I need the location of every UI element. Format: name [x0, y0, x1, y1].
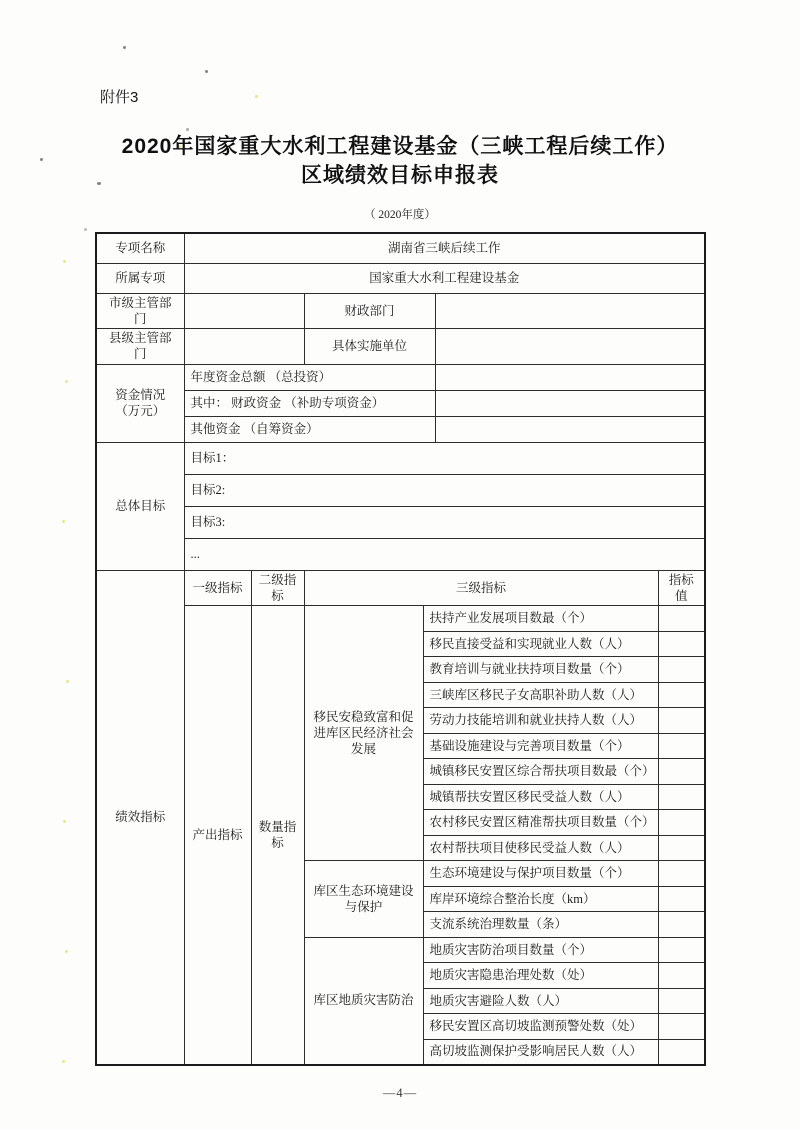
table-row	[96, 329, 705, 365]
header-level2: 二级指标	[251, 570, 304, 606]
indicator-item: 三峡库区移民子女高职补助人数（人）	[423, 682, 658, 708]
table-row	[96, 390, 705, 416]
goal-row-1: 目标1：	[184, 442, 705, 474]
declaration-form-table	[95, 232, 706, 1066]
scan-speckle	[65, 950, 68, 953]
indicator-item: 生态环境建设与保护项目数量（个）	[423, 861, 658, 887]
field-value-city-dept	[184, 293, 304, 329]
table-row	[96, 442, 705, 474]
field-label-parent-program: 所属专项	[96, 263, 184, 293]
indicator-group-3-name: 库区地质灾害防治	[304, 937, 423, 1065]
page-number: —4—	[382, 1086, 418, 1100]
document-title	[0, 132, 800, 190]
indicator-item: 地质灾害隐患治理处数（处）	[423, 963, 658, 989]
indicator-item: 城镇帮扶安置区移民受益人数（人）	[423, 784, 658, 810]
indicator-item: 高切坡监测保护受影响居民人数（人）	[423, 1039, 658, 1065]
scan-speckle	[66, 680, 69, 683]
indicator-item: 地质灾害避险人数（人）	[423, 988, 658, 1014]
scan-speckle	[205, 70, 208, 73]
indicator-group-2-name: 库区生态环境建设与保护	[304, 861, 423, 938]
indicator-item: 移民安置区高切坡监测预警处数（处）	[423, 1014, 658, 1040]
indicator-value-cell	[658, 759, 705, 785]
level1-indicator-label: 产出指标	[184, 606, 251, 1065]
indicator-value-cell	[658, 631, 705, 657]
scan-speckle	[62, 1060, 65, 1063]
indicator-item: 城镇移民安置区综合帮扶项目数最（个）	[423, 759, 658, 785]
document-title-line2: 区域绩效目标申报表	[301, 164, 499, 187]
indicator-value-cell	[658, 682, 705, 708]
field-label-project-name: 专项名称	[96, 233, 184, 263]
indicator-item: 教育培训与就业扶持项目数量（个）	[423, 657, 658, 683]
indicator-value-cell	[658, 937, 705, 963]
funding-item-fiscal: 其中： 财政资金 （补助专项资金）	[184, 390, 435, 416]
indicator-item: 劳动力技能培训和就业扶持人数（人）	[423, 708, 658, 734]
indicator-value-cell	[658, 835, 705, 861]
level2-indicator-label: 数量指标	[251, 606, 304, 1065]
goal-row-ellipsis: ...	[184, 538, 705, 570]
indicator-item: 支流系统治理数量（条）	[423, 912, 658, 938]
indicator-value-cell	[658, 1039, 705, 1065]
field-label-county-dept: 县级主管部门	[96, 329, 184, 365]
indicator-header-row	[96, 570, 705, 606]
scan-speckle	[255, 95, 258, 98]
field-value-finance-dept	[435, 293, 705, 329]
scan-speckle	[63, 820, 66, 823]
table-row	[96, 538, 705, 570]
performance-section-label: 绩效指标	[96, 570, 184, 1065]
table-row	[96, 293, 705, 329]
indicator-value-cell	[658, 988, 705, 1014]
goal-row-3: 目标3:	[184, 506, 705, 538]
indicator-value-cell	[658, 784, 705, 810]
scan-speckle	[84, 228, 87, 231]
indicator-value-cell	[658, 861, 705, 887]
scan-speckle	[186, 128, 189, 131]
goals-section-label: 总体目标	[96, 442, 184, 570]
attachment-label: 附件3	[100, 89, 139, 106]
indicator-value-cell	[658, 886, 705, 912]
document-title-line1: 2020年国家重大水利工程建设基金（三峡工程后续工作）	[121, 135, 679, 158]
header-level1: 一级指标	[184, 570, 251, 606]
year-note: （ 2020年度）	[364, 209, 436, 221]
table-row	[96, 474, 705, 506]
funding-item-other: 其他资金 （自筹资金）	[184, 416, 435, 442]
table-row	[96, 263, 705, 293]
indicator-item: 扶持产业发展项目数最（个）	[423, 606, 658, 632]
field-value-county-dept	[184, 329, 304, 365]
indicator-value-cell	[658, 810, 705, 836]
table-row	[96, 506, 705, 538]
table-row	[96, 364, 705, 390]
indicator-value-cell	[658, 733, 705, 759]
funding-item-total: 年度资金总额 （总投资）	[184, 364, 435, 390]
field-value-implementing-unit	[435, 329, 705, 365]
indicator-value-cell	[658, 657, 705, 683]
indicator-item: 移民直接受益和实现就业人数（人）	[423, 631, 658, 657]
indicator-row	[96, 606, 705, 632]
table-row	[96, 416, 705, 442]
indicator-value-cell	[658, 606, 705, 632]
field-label-implementing-unit: 具体实施单位	[304, 329, 435, 365]
indicator-value-cell	[658, 963, 705, 989]
table-row	[96, 233, 705, 263]
indicator-value-cell	[658, 708, 705, 734]
funding-section-label: 资金情况（万元）	[96, 364, 184, 442]
field-value-parent-program: 国家重大水利工程建设基金	[184, 263, 705, 293]
indicator-item: 地质灾害防治项目数量（个）	[423, 937, 658, 963]
header-indicator-value: 指标值	[658, 570, 705, 606]
funding-value-other	[435, 416, 705, 442]
field-label-finance-dept: 财政部门	[304, 293, 435, 329]
field-label-city-dept: 市级主管部门	[96, 293, 184, 329]
indicator-value-cell	[658, 1014, 705, 1040]
indicator-item: 农村移民安置区精准帮扶项目数量（个）	[423, 810, 658, 836]
scan-speckle	[123, 46, 126, 49]
goal-row-2: 目标2:	[184, 474, 705, 506]
funding-value-total	[435, 364, 705, 390]
funding-value-fiscal	[435, 390, 705, 416]
header-level3: 三级指标	[304, 570, 658, 606]
indicator-item: 农村帮扶项目使移民受益人数（人）	[423, 835, 658, 861]
field-value-project-name: 湖南省三峡后续工作	[184, 233, 705, 263]
indicator-item: 基础设施建设与完善项目数量（个）	[423, 733, 658, 759]
indicator-value-cell	[658, 912, 705, 938]
scan-speckle	[65, 380, 68, 383]
indicator-item: 库岸环境综合整治长度（km）	[423, 886, 658, 912]
scan-speckle	[63, 260, 66, 263]
scan-speckle	[62, 520, 65, 523]
indicator-group-1-name: 移民安稳致富和促进库区民经济社会发展	[304, 606, 423, 861]
